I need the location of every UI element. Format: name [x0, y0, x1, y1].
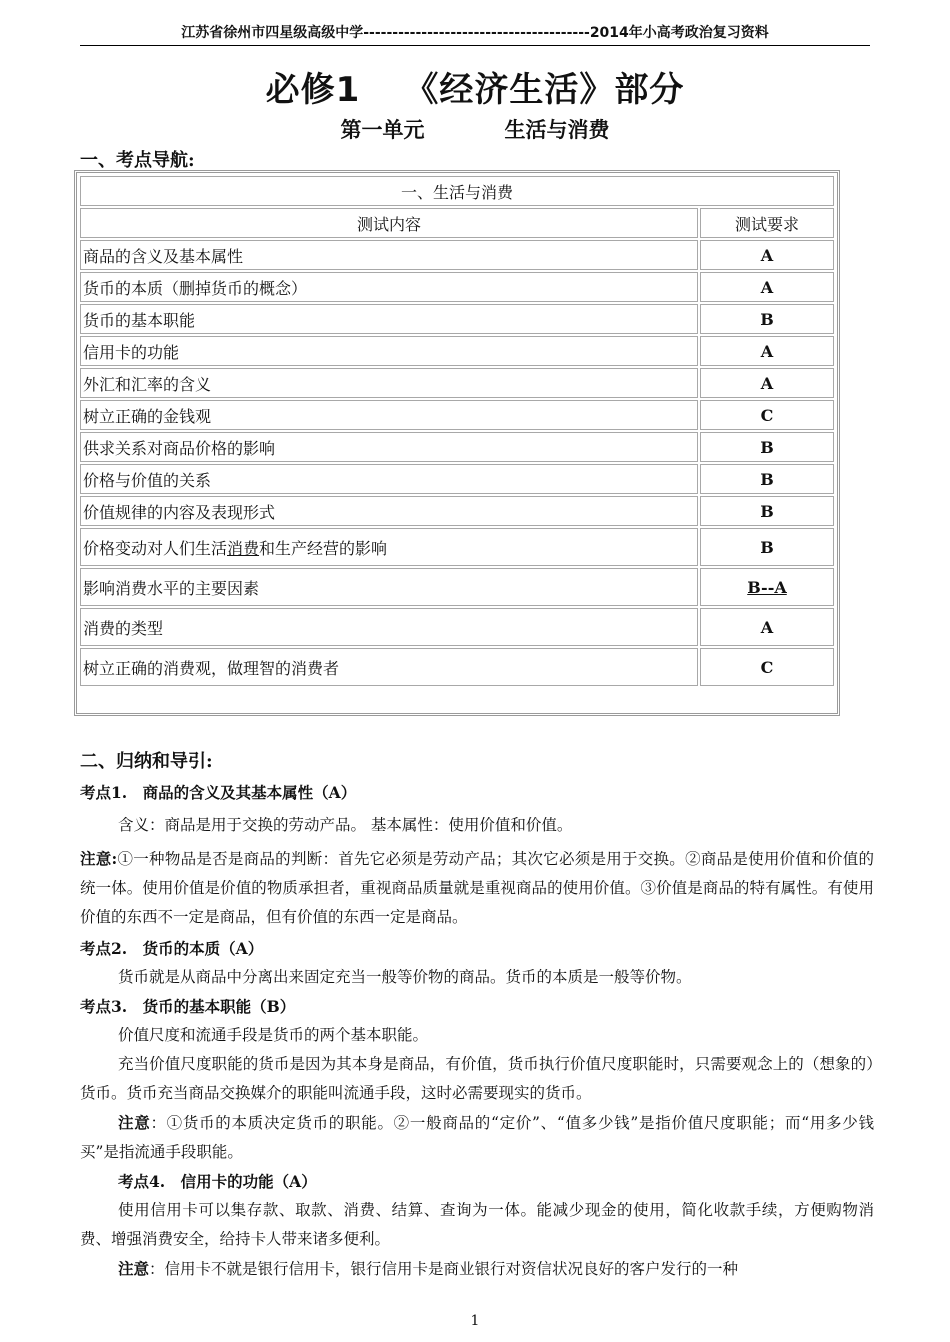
section-heading-2: 二、归纳和导引: [80, 751, 213, 772]
table-row [80, 304, 834, 334]
row-requirement: B [700, 496, 834, 526]
note-label: 注意 [118, 1259, 150, 1278]
point-3-text-1: 价值尺度和流通手段是货币的两个基本职能。 [118, 1026, 429, 1044]
row-content-part: 和生产经营的影响 [259, 538, 388, 558]
note-text: ①一种物品是否是商品的判断：首先它必须是劳动产品；其次它必须是用于交换。②商品是使用价值和价值的统一体。使用价值是价值的物质承担者，重视商品质量就是重视商品的使用价值。③价值是商品的特有属性。有使用价值的东西不一定是商品，但有价值的东西一定是商品。 [80, 850, 874, 926]
table-row [80, 368, 834, 398]
row-requirement: B--A [700, 568, 834, 606]
title-module: 必修1 [265, 70, 361, 110]
row-content-underlined: 消费 [227, 538, 260, 558]
point-2-text: 货币就是从商品中分离出来固定充当一般等价物的商品。货币的本质是一般等价物。 [118, 968, 692, 986]
row-content [80, 528, 698, 566]
unit-title [0, 114, 950, 144]
column-header-requirement: 测试要求 [700, 208, 834, 238]
point-4-note [80, 1254, 874, 1284]
point-2-heading: 考点2. 货币的本质（A） [80, 939, 264, 958]
exam-points-table [74, 170, 840, 716]
row-content: 商品的含义及基本属性 [80, 240, 698, 270]
page-header [80, 22, 870, 46]
row-requirement: C [700, 400, 834, 430]
row-content: 影响消费水平的主要因素 [80, 568, 698, 606]
row-content: 供求关系对商品价格的影响 [80, 432, 698, 462]
row-requirement: B [700, 432, 834, 462]
point-1-definition: 含义：商品是用于交换的劳动产品。 基本属性：使用价值和价值。 [118, 816, 573, 834]
note-label: 注意 [118, 1113, 151, 1132]
row-content: 价值规律的内容及表现形式 [80, 496, 698, 526]
row-requirement: B [700, 464, 834, 494]
table-row [80, 432, 834, 462]
row-requirement: B [700, 528, 834, 566]
table-row [80, 608, 834, 646]
row-content: 树立正确的金钱观 [80, 400, 698, 430]
row-content-part: 价格变动对人们生活 [83, 538, 228, 558]
row-content: 消费的类型 [80, 608, 698, 646]
point-3-text-2: 充当价值尺度职能的货币是因为其本身是商品，有价值，货币执行价值尺度职能时，只需要观念上的（想象的）货币。货币充当商品交换媒介的职能叫流通手段，这时必需要现实的货币。 [80, 1055, 874, 1102]
row-content: 信用卡的功能 [80, 336, 698, 366]
table-caption: 一、生活与消费 [80, 176, 834, 206]
row-content: 货币的本质（删掉货币的概念） [80, 272, 698, 302]
row-requirement: A [700, 272, 834, 302]
note-text: ：信用卡不就是银行信用卡，银行信用卡是商业银行对资信状况良好的客户发行的一种 [149, 1260, 739, 1278]
point-4-text: 使用信用卡可以集存款、取款、消费、结算、查询为一体。能减少现金的使用，简化收款手续，方便购物消费、增强消费安全，给持卡人带来诸多便利。 [80, 1201, 874, 1248]
point-3-heading: 考点3. 货币的基本职能（B） [80, 997, 296, 1016]
row-requirement: A [700, 336, 834, 366]
table-row [80, 240, 834, 270]
row-content: 货币的基本职能 [80, 304, 698, 334]
table-row [80, 336, 834, 366]
page-header-text: 江苏省徐州市四星级高级中学---------------------------------------2014年小高考政治复习资料 [181, 25, 769, 41]
table-row [80, 528, 834, 566]
row-requirement: C [700, 648, 834, 686]
column-header-content: 测试内容 [80, 208, 698, 238]
row-requirement: A [700, 368, 834, 398]
row-requirement: B [700, 304, 834, 334]
point-1-note [80, 844, 874, 932]
unit-number: 第一单元 [340, 118, 425, 142]
row-content: 树立正确的消费观，做理智的消费者 [80, 648, 698, 686]
row-content: 外汇和汇率的含义 [80, 368, 698, 398]
row-requirement: A [700, 608, 834, 646]
document-title [0, 62, 950, 111]
point-3-note [80, 1108, 874, 1167]
point-1-heading: 考点1. 商品的含义及其基本属性（A） [80, 783, 357, 802]
study-notes [80, 746, 874, 1284]
table-row [80, 568, 834, 606]
table-row [80, 272, 834, 302]
row-content: 价格与价值的关系 [80, 464, 698, 494]
unit-name: 生活与消费 [504, 118, 610, 142]
note-text: ：①货币的本质决定货币的职能。②一般商品的“定价”、“值多少钱”是指价值尺度职能；而“用多少钱买”是指流通手段职能。 [80, 1114, 874, 1161]
table-row [80, 464, 834, 494]
table-row [80, 648, 834, 686]
table-row [80, 400, 834, 430]
row-requirement: A [700, 240, 834, 270]
page-number: 1 [470, 1313, 480, 1329]
table-row [80, 496, 834, 526]
title-part: 《经济生活》部分 [404, 70, 685, 110]
point-4-heading: 考点4. 信用卡的功能（A） [118, 1172, 317, 1191]
note-label: 注意: [80, 849, 118, 868]
section-heading-1: 一、考点导航: [80, 150, 195, 171]
